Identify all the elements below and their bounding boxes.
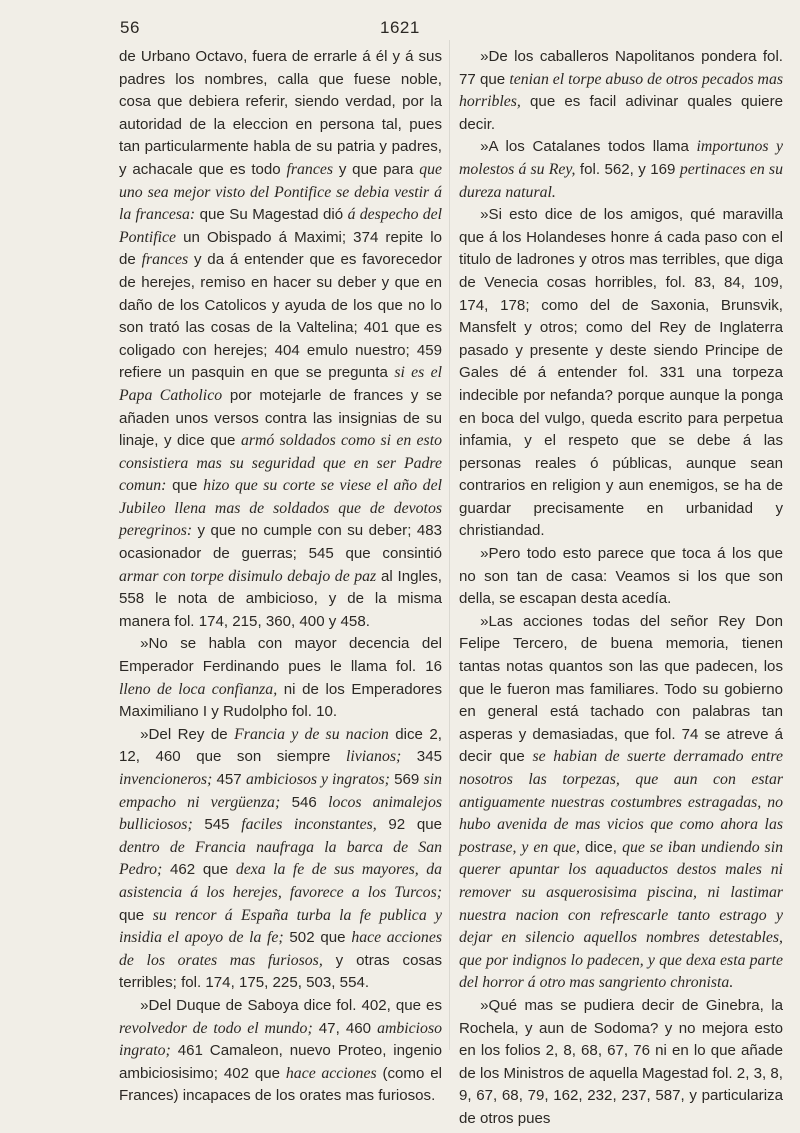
text-run: y que para — [333, 160, 420, 178]
text-run: 457 — [212, 771, 246, 788]
paragraph — [119, 724, 442, 995]
italic-run: si es el Papa Catholico — [119, 364, 442, 404]
text-run: »Qué mas se pudiera decir de Ginebra, la Rochela, y aun de Sodoma? y no mejora esto en los folios 2, 8, 68, 67, 76 ni en lo que añade de los Ministros de aquella Magestad fol. 2, 3, 8, 9, 67, 68, 79, 162, 232, 237, 587, y particulariza de otros pues — [459, 996, 783, 1127]
text-run: que — [119, 906, 153, 924]
italic-run: sin empacho ni vergüenza; — [119, 771, 442, 811]
italic-run: su rencor á España turba la fe publica y insidia el apoyo de la fe; — [119, 906, 442, 947]
italic-run: tenian el torpe abuso de otros pecados mas horribles, — [459, 70, 783, 111]
text-run: que — [166, 477, 204, 495]
italic-run: frances — [286, 160, 334, 178]
text-run: »De los caballeros Napolitanos pondera fol. 77 que — [459, 48, 783, 88]
text-run: 462 que — [162, 861, 236, 879]
italic-run: hace acciones — [285, 1064, 377, 1082]
text-run: 345 — [401, 748, 442, 766]
italic-run: que uno sea mejor visto del Pontifice se debia vestir á la francesa: — [119, 160, 442, 224]
text-run: y que no cumple con su deber; 483 ocasionador de guerras; 545 que consintió — [119, 522, 442, 563]
italic-run: á despecho del Pontifice — [119, 206, 442, 246]
right-text-column — [459, 46, 783, 1131]
text-run: 502 que — [283, 929, 352, 947]
left-text-column — [119, 46, 442, 1108]
italic-run: ambicioso ingrato; — [119, 1019, 443, 1060]
text-run: y otras cosas terribles; fol. 174, 175, 225, 503, 554. — [119, 951, 442, 992]
paragraph — [459, 136, 783, 204]
italic-run: dentro de Francia naufraga la barca de San Pedro; — [119, 838, 442, 879]
text-run: »A los Catalanes todos llama — [480, 138, 697, 156]
text-run: un Obispado á Maximi; 374 repite lo de — [119, 228, 442, 269]
text-run: »Del Duque de Saboya dice fol. 402, que es — [140, 996, 442, 1014]
italic-run: hace acciones de los orates mas furiosos, — [119, 929, 442, 969]
text-run: »Si esto dice de los amigos, qué maravilla que á los Holandeses honre á cada paso con el titulo de ladrones y otros mas terribles, que diga de Venecia cosas horribles, fol. 83, 84, 109, 174, 178; como del de Saxonia, Brunsvik, Mansfelt y otros; como del Rey de Inglaterra pasado y presente y deste siendo Principe de Gales dé á entender fol. 331 una torpeza indecible por nefanda? porque aunque la ponga en boca del vulgo, queda escrito para perpetua infamia, y el respeto que se debe á las personas reales ó públicas, aunque sean contrarios en religion y aun enemigos, se ha de guardar precisamente en urbanidad y christiandad. — [459, 206, 783, 540]
text-run: 545 — [192, 816, 242, 834]
page-number: 56 — [120, 18, 140, 37]
text-run: »Las acciones todas del señor Rey Don Felipe Tercero, de buena memoria, tienen tantas notas quantos son las que padecen, los que le fueron mas familiares. Todo su gobierno en general está tachado con palabras tan asperas y demasiadas, que fol. 74 se atreve á decir que — [459, 612, 783, 766]
italic-run: hizo que su corte se viese el año del Jubileo llena mas de soldados que de devotos peregrinos: — [119, 477, 442, 540]
text-run: dice, — [579, 838, 623, 856]
italic-run: importunos y molestos á su Rey, — [459, 138, 783, 178]
paragraph — [119, 46, 442, 633]
text-run: fol. 562, y 169 — [575, 160, 680, 178]
italic-run: dexa la fe de sus mayores, da asistencia á los herejes, favorece a los Turcos; — [119, 861, 442, 901]
text-run: dice 2, 12, 460 que son siempre — [119, 725, 442, 766]
text-run: (como el Frances) incapaces de los orates mas furiosos. — [119, 1064, 442, 1105]
italic-run: locos animalejos bulliciosos; — [119, 793, 442, 834]
text-run: 92 que — [376, 816, 442, 834]
paragraph — [459, 995, 783, 1131]
italic-run: revolvedor de todo el mundo; — [119, 1019, 313, 1037]
italic-run: pertinaces en su dureza natural. — [459, 160, 783, 201]
italic-run: lleno de loca confianza, — [119, 680, 278, 698]
text-run: »No se habla con mayor decencia del Emperador Ferdinando pues le llama fol. 16 — [119, 635, 442, 676]
italic-run: ambiciosos y ingratos; — [245, 771, 390, 788]
italic-run: armar con torpe disimulo debajo de paz — [119, 567, 377, 585]
text-run: y da á entender que es favorecedor de herejes, remiso en hacer su deber y que en daño de los Catolicos y ayuda de los que no lo son trató las cosas de la Valtelina; 401 que es coligado con herejes; 404 emulo nuestro; 459 refiere un pasquin en que se pregunta — [119, 251, 442, 382]
text-run: »Del Rey de — [140, 725, 235, 743]
text-run: que Su Magestad dió — [195, 206, 348, 224]
paragraph — [119, 633, 442, 723]
paragraph — [459, 543, 783, 611]
text-run: ni de los Emperadores Maximiliano I y Rudolpho fol. 10. — [119, 680, 443, 721]
italic-run: invencioneros; — [119, 771, 213, 788]
italic-run: se habian de suerte derramado entre nosotros las torpezas, que aun con estar antiguamente nuestras costumbres estragadas, no hubo avenida de mas vicios que como ahora las postrase, y en que, — [459, 748, 783, 856]
text-run: 47, 460 — [312, 1019, 378, 1037]
column-gutter — [449, 40, 450, 1050]
text-run: 461 Camaleon, nuevo Proteo, ingenio ambiciosisimo; 402 que — [119, 1042, 442, 1082]
text-run: »Pero todo esto parece que toca á los que no son tan de casa: Veamos si los que son della, se escapan desta acedía. — [459, 545, 783, 608]
text-run: al Ingles, 558 le nota de ambicioso, y de la misma manera fol. 174, 215, 360, 400 y 458. — [119, 567, 442, 630]
italic-run: armó soldados como si en esto consistiera mas su seguridad que en ser Padre comun: — [119, 432, 442, 495]
italic-run: faciles inconstantes, — [241, 816, 377, 834]
italic-run: livianos; — [345, 748, 402, 766]
text-run: 546 — [280, 793, 329, 811]
text-run: de Urbano Octavo, fuera de errarle á él y á sus padres los nombres, calla que fuese noble, cosa que debiera referir, siendo verdad, por la autoridad de la eleccion en persona tal, pues tan particularmente habla de su patria y padres, y achacale que es todo — [119, 48, 442, 178]
text-run: por motejarle de frances y se añaden unos versos contra las insignias de su linaje, y dice que — [119, 386, 443, 450]
paragraph — [459, 611, 783, 995]
paragraph — [459, 46, 783, 136]
paragraph — [119, 995, 442, 1108]
page-year-heading: 1621 — [380, 18, 420, 37]
text-run: que es facil adivinar quales quiere decir. — [459, 93, 783, 133]
paragraph — [459, 204, 783, 543]
italic-run: Francia y de su nacion — [234, 725, 389, 743]
italic-run: frances — [141, 251, 189, 269]
italic-run: que se iban undiendo sin querer apuntar los aquaductos destos males ni remover su asquerosisima piscina, ni lastimar nuestra nacion con refrescarle tanto estrago y dejar en silencio aquellos nombres detestables, que por indignos lo padecen, y que dexa esta parte del horror á otro mas sangriento chronista. — [459, 838, 783, 992]
text-run: 569 — [389, 771, 424, 788]
